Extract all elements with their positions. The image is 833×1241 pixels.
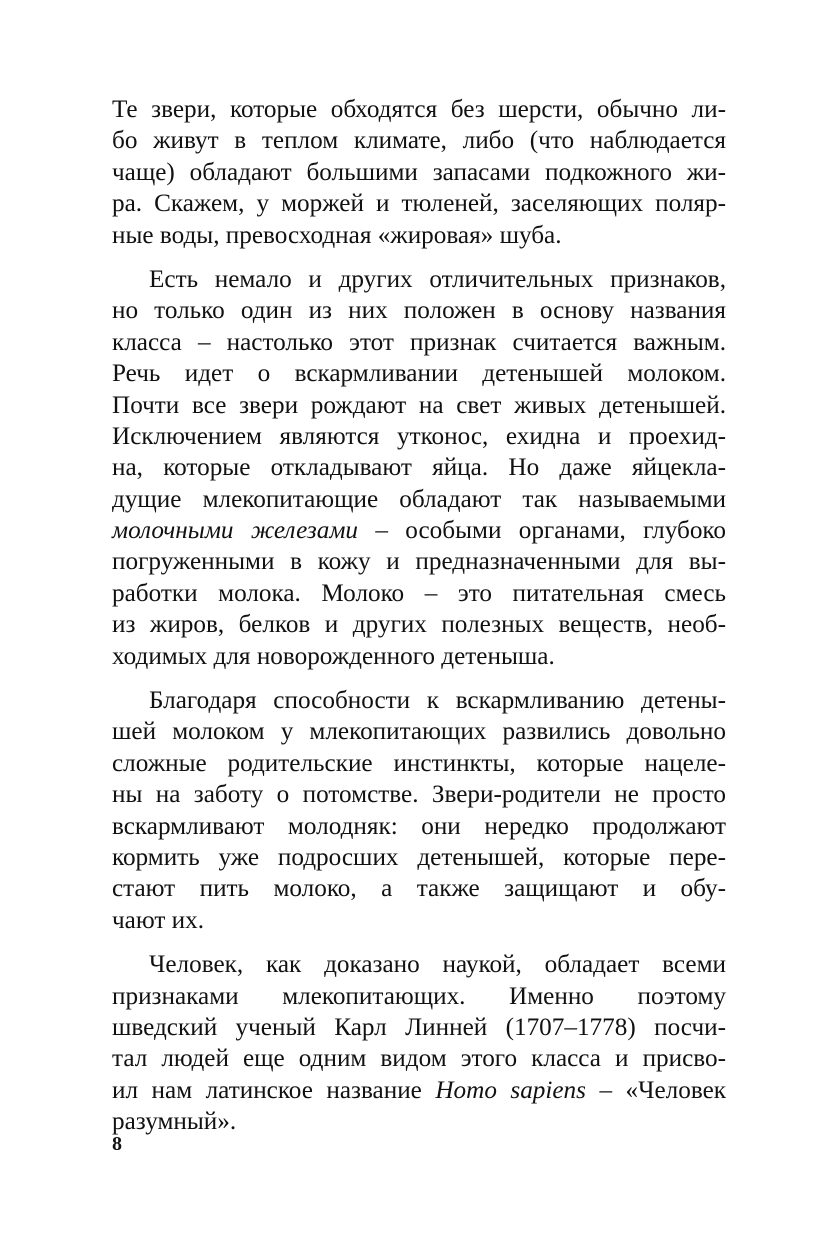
text-line: кормить уже подросших детенышей, которые пере- bbox=[112, 843, 726, 871]
text-line: бо живут в теплом климате, либо (что наблюдается bbox=[112, 127, 726, 155]
text-line: класса – настолько этот признак считается важным. bbox=[112, 328, 726, 356]
text-line: ны на заботу о потомстве. Звери-родители не просто bbox=[112, 781, 726, 809]
text-line: работки молока. Молоко – это питательная смесь bbox=[112, 579, 726, 607]
text-line: чаще) обладают большими запасами подкожного жи- bbox=[112, 158, 726, 186]
page-number: 8 bbox=[112, 1133, 122, 1155]
paragraph bbox=[112, 949, 726, 1137]
text-line: Благодаря способности к вскармливанию детены- bbox=[149, 687, 726, 715]
text-segment: – «Человек bbox=[585, 1076, 726, 1104]
italic-term: молочными железами bbox=[112, 517, 359, 545]
text-line: вскармливают молодняк: они нередко продолжают bbox=[112, 812, 726, 840]
text-line: Человек, как доказано наукой, обладает всеми bbox=[149, 951, 726, 979]
latin-species-name: Homo sapiens bbox=[435, 1076, 586, 1104]
text-line: ходимых для новорожденного детеныша. bbox=[112, 642, 555, 670]
page-body bbox=[112, 94, 726, 1151]
text-line: ра. Скажем, у моржей и тюленей, заселяющих поляр- bbox=[112, 190, 726, 218]
text-line: Те звери, которые обходятся без шерсти, обычно ли- bbox=[112, 96, 726, 123]
text-line: погруженными в кожу и предназначенными для вы- bbox=[112, 548, 726, 576]
text-segment: – особыми органами, глубоко bbox=[358, 517, 726, 545]
text-line: признаками млекопитающих. Именно поэтому bbox=[112, 982, 726, 1010]
text-line: Речь идет о вскармливании детенышей молоком. bbox=[112, 360, 726, 388]
text-line: Есть немало и других отличительных признаков, bbox=[149, 265, 726, 293]
text-line: чают их. bbox=[112, 906, 205, 934]
text-line bbox=[112, 515, 726, 546]
text-line: тал людей еще одним видом этого класса и присво- bbox=[112, 1045, 726, 1073]
text-line: Исключением являются утконос, ехидна и проехид- bbox=[112, 422, 726, 450]
paragraph bbox=[112, 685, 726, 936]
text-segment: ил нам латинское название bbox=[112, 1076, 436, 1104]
text-line: шей молоком у млекопитающих развились довольно bbox=[112, 718, 726, 746]
text-line: разумный». bbox=[112, 1108, 237, 1136]
text-line: шведский ученый Карл Линней (1707–1778) посчи- bbox=[112, 1013, 726, 1041]
text-line: стают пить молоко, а также защищают и обу- bbox=[112, 875, 726, 903]
text-line: сложные родительские инстинкты, которые нацеле- bbox=[112, 749, 726, 777]
text-line: дущие млекопитающие обладают так называемыми bbox=[112, 485, 726, 513]
text-line: но только один из них положен в основу названия bbox=[112, 297, 726, 325]
paragraph bbox=[112, 94, 726, 251]
text-line: Почти все звери рождают на свет живых детенышей. bbox=[112, 391, 726, 419]
text-line bbox=[112, 1075, 726, 1106]
text-line: на, которые откладывают яйца. Но даже яйцекла- bbox=[112, 454, 726, 482]
text-line: ные воды, превосходная «жировая» шуба. bbox=[112, 221, 562, 249]
paragraph bbox=[112, 264, 726, 672]
text-line: из жиров, белков и других полезных веществ, необ- bbox=[112, 611, 726, 639]
